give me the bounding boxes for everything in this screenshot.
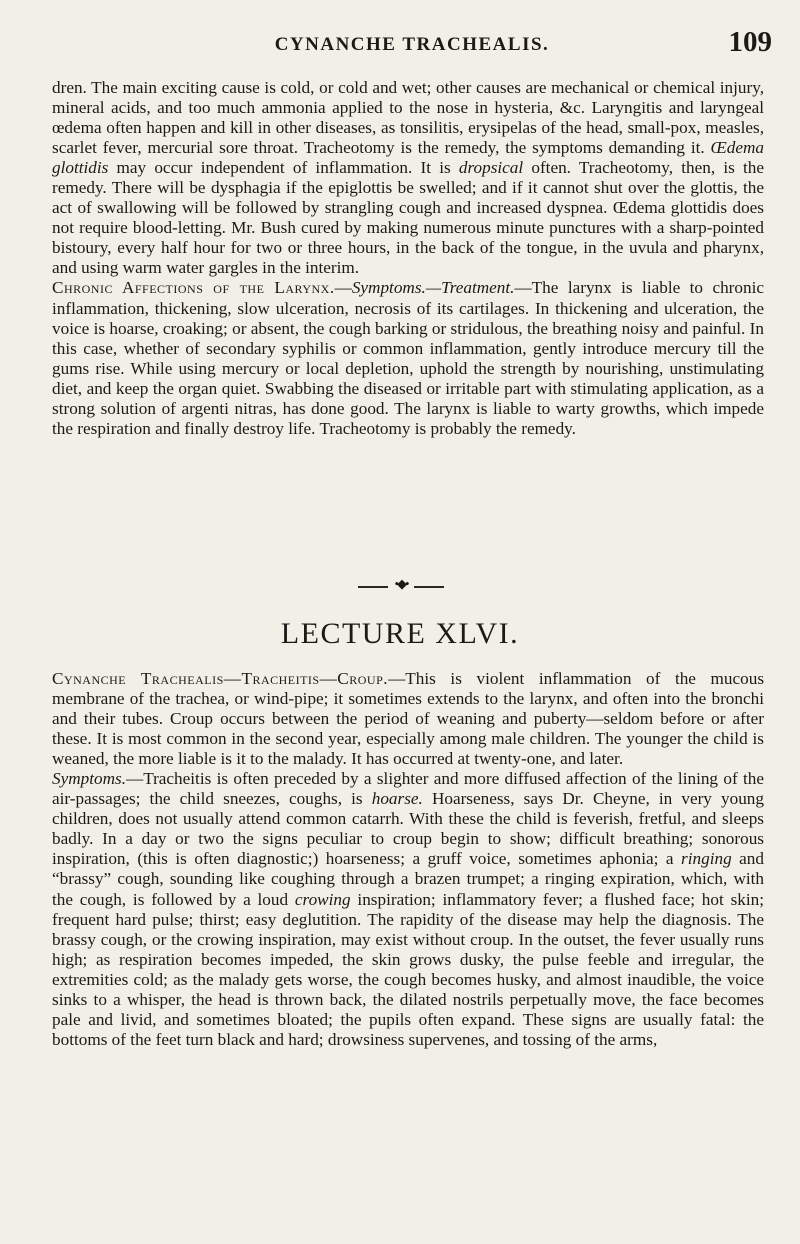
subheading-symptoms: Symptoms. bbox=[52, 769, 126, 789]
running-head bbox=[52, 26, 772, 56]
emphasis-term: hoarse. bbox=[371, 789, 423, 809]
section-divider bbox=[358, 576, 444, 592]
paragraph-text: Hoarseness, says Dr. Cheyne, in very young children, does not usually attend common catarrh. With these the child is feverish, fretful, and sleeps badly. In a day or two the signs peculiar to croup begin to show; difficult breathing; sonorous inspiration, (this is often diagnostic;) hoarseness; a gruff voice, sometimes aphonia; a bbox=[52, 789, 764, 869]
paragraph-text: may occur independent of inflammation. It is bbox=[108, 158, 459, 178]
section-heading: Cynanche Trachealis—Tracheitis—Croup. bbox=[52, 669, 389, 688]
paragraph-definition bbox=[52, 669, 764, 769]
subheading-symptoms: Symptoms. bbox=[351, 278, 426, 298]
emphasis-term: crowing bbox=[294, 889, 351, 909]
subheading-treatment: —Treatment. bbox=[425, 278, 515, 298]
running-title: CYNANCHE TRACHEALIS. bbox=[274, 34, 550, 55]
paragraph-text: inspiration; inflammatory fever; a flushed face; hot skin; frequent hard pulse; thirst; easy deglutition. The rapidity of the disease may help the diagnosis. The brassy cough, or the crowing inspiration, may exist without croup. In the outset, the fever usually runs high; as respiration becomes impeded, the skin grows dusky, the pulse feeble and irregular, the extremities cold; as the malady gets worse, the cough becomes husky, and almost inaudible, the voice sinks to a whisper, the head is thrown back, the dilated nostrils perpetually move, the face becomes pale and livid, and sometimes bloated; the pupils often expand. These signs are usually fatal: the bottoms of the feet turn black and hard; drowsiness supervenes, and tossing of the arms, bbox=[52, 889, 764, 1049]
dash: — bbox=[334, 278, 352, 298]
lecture-title: LECTURE XLVI. bbox=[280, 617, 520, 650]
paragraph-text: —Tracheitis is often preceded by a slighter and more diffused affection of the lining of the air-passages; the child sneezes, coughs, is bbox=[52, 769, 764, 809]
divider-line-left bbox=[358, 586, 388, 588]
section-croup-continued bbox=[52, 78, 764, 439]
emphasis-term: dropsical bbox=[458, 158, 524, 178]
paragraph-text: —The larynx is liable to chronic inflammation, thickening, slow ulceration, necrosis of its cartilages. In thickening and ulceration, the voice is hoarse, croaking; or absent, the cough barking or stridulous, the breathing noisy and painful. In this case, whether of secondary syphilis or common inflammation, gently introduce mercury till the gums rise. While using mercury or local depletion, uphold the strength by nourishing, unstimulating diet, and keep the organ quiet. Swabbing the diseased or irritable part with stimulating application, as a strong solution of argenti nitras, has done good. The larynx is liable to warty growths, which impede the respiration and finally destroy life. Tracheotomy is probably the remedy. bbox=[52, 278, 764, 438]
divider-line-right bbox=[414, 586, 444, 588]
section-heading: Chronic Affections of the Larynx. bbox=[52, 278, 335, 298]
paragraph-text: —This is violent inflammation of the mucous membrane of the trachea, or wind-pipe; it sometimes extends to the larynx, and often into the bronchi and their tubes. Croup occurs between the period of weaning and puberty—seldom before or after these. It is most common in the second year, especially among male children. The younger the child is weaned, the more liable is it to the malady. It has occurred at twenty-one, and later. bbox=[52, 669, 765, 769]
paragraph-text: and “brassy” cough, sounding like coughing through a brazen trumpet; a ringing expiration, which, with the cough, is followed by a loud bbox=[52, 849, 764, 909]
paragraph-symptoms bbox=[52, 769, 764, 1050]
divider-ornament: •◆• bbox=[394, 576, 408, 591]
paragraph-text: often. Tracheotomy, then, is the remedy. There will be dysphagia if the epiglottis be swelled; and if it cannot shut over the glottis, the act of swallowing will be followed by strangling cough and increased dyspnea. Œdema glottidis does not require blood-letting. Mr. Bush cured by making numerous minute punctures with a sharp-pointed bistoury, every half hour for two or three hours, in the back of the tongue, in the uvula and pharynx, and using warm water gargles in the interim. bbox=[52, 158, 765, 278]
paragraph-chronic-affections bbox=[52, 278, 764, 438]
page-number: 109 bbox=[728, 26, 772, 58]
emphasis-term: ringing bbox=[681, 849, 732, 869]
paragraph-text: dren. The main exciting cause is cold, or cold and wet; other causes are mechanical or chemical injury, mineral acids, and too much ammonia applied to the nose in hysteria, &c. Laryngitis and laryngeal œdema often happen and kill in other diseases, as tonsilitis, erysipelas of the head, small-pox, measles, scarlet fever, mercurial sore throat. Tracheotomy is the remedy, the symptoms demanding it. bbox=[52, 78, 764, 158]
paragraph-laryngitis bbox=[52, 78, 764, 278]
section-cynanche-trachealis bbox=[52, 669, 764, 1050]
emphasis-term: Œdema glottidis bbox=[52, 138, 764, 178]
